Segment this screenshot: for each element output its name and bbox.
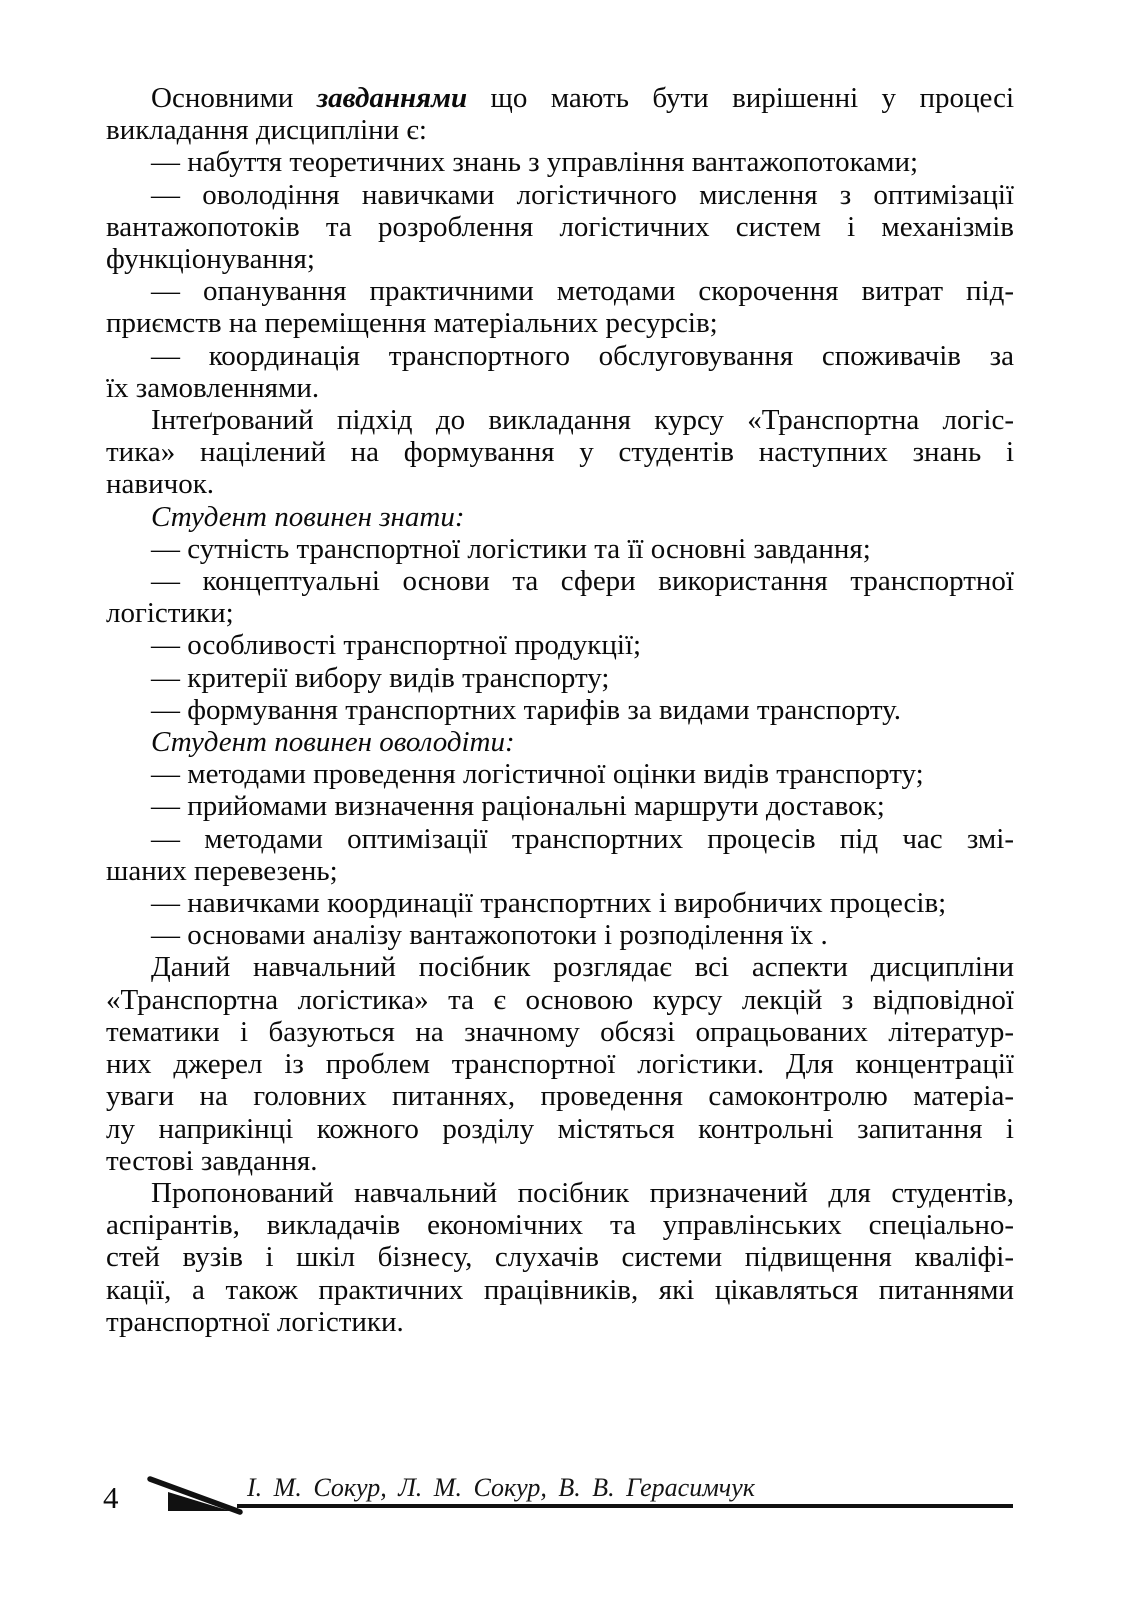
text-line [106,1016,1014,1048]
text-line [106,597,1014,629]
text-segment: — критерії вибору видів транспорту; [151,661,610,694]
paragraph [106,694,1014,726]
paragraph [106,823,1014,887]
text-segment: — особливості транспортної продукції; [151,629,642,662]
text-segment: тестові завдання. [106,1144,318,1177]
text-segment: — навичками координації транспортних і виробничих процесів; [151,887,947,920]
text-segment: тематики і базуються на значному обсязі опрацьованих літератур- [106,1015,1014,1048]
text-line [106,790,1014,822]
text-segment: — методами оптимізації транспортних процесів під час змі- [151,822,1014,855]
text-line [106,1306,1014,1338]
text-line [106,1209,1014,1241]
text-line [106,1241,1014,1273]
paragraph [106,565,1014,629]
text-segment: приємств на переміщення матеріальних ресурсів; [106,307,718,340]
text-line [106,823,1014,855]
text-segment: аспірантів, викладачів економічних та управлінських спеціально- [106,1209,1014,1242]
text-segment: навичок. [106,468,215,501]
text-line [106,404,1014,436]
text-segment: — основами аналізу вантажопотоки і розподілення їх . [151,919,828,952]
page-number: 4 [103,1480,119,1515]
text-line [106,951,1014,983]
paragraph [106,179,1014,276]
text-line [106,243,1014,275]
text-line [106,565,1014,597]
text-segment: їх замовленнями. [106,371,320,404]
text-segment: — сутність транспортної логістики та її основні завдання; [151,532,871,565]
paragraph [106,533,1014,565]
paragraph [106,951,1014,1176]
text-segment: Даний навчальний посібник розглядає всі аспекти дисципліни [151,951,1014,984]
paragraph [106,1177,1014,1338]
text-segment: — прийомами визначення раціональні маршрути доставок; [151,790,885,823]
emphasis-bold-italic: завданнями [316,82,468,114]
text-segment: викладання дисципліни є: [106,114,427,147]
text-segment: — координація транспортного обслуговування споживачів за [151,339,1014,372]
text-line [106,726,1014,758]
text-segment: них джерел із проблем транспортної логістики. Для концентрації [106,1048,1014,1081]
paragraph [106,758,1014,790]
text-segment: — набуття теоретичних знань з управління вантажопотоками; [151,146,919,179]
paragraph [106,919,1014,951]
paragraph [106,82,1014,146]
text-segment: — методами проведення логістичної оцінки видів транспорту; [151,758,924,791]
footer-arrow-icon [138,1460,248,1516]
text-line [106,436,1014,468]
text-line [106,114,1014,146]
paragraph [106,662,1014,694]
text-line [106,887,1014,919]
text-segment: що мають бути вирішенні у процесі [467,82,1015,114]
text-segment: «Транспортна логістика» та є основою курсу лекцій з відповідної [106,983,1014,1016]
paragraph [106,887,1014,919]
paragraph [106,340,1014,404]
text-line [106,1113,1014,1145]
footer-rule [237,1504,1013,1508]
paragraph [106,726,1014,758]
text-line [106,146,1014,178]
text-segment: Пропонований навчальний посібник призначений для студентів, [151,1176,1014,1209]
paragraph [106,790,1014,822]
text-line [106,694,1014,726]
text-line [106,501,1014,533]
text-line [106,1274,1014,1306]
text-block [106,82,1014,1338]
text-line [106,275,1014,307]
text-line [106,855,1014,887]
text-line [106,533,1014,565]
text-segment: — формування транспортних тарифів за видами транспорту. [151,693,901,726]
paragraph [106,629,1014,661]
text-segment: — оволодіння навичками логістичного мислення з оптимізації [151,178,1014,211]
footer-authors: І. М. Сокур, Л. М. Сокур, В. В. Герасимчук [247,1473,755,1502]
text-segment: — опанування практичними методами скорочення витрат під- [151,275,1014,308]
text-line [106,1145,1014,1177]
text-segment: транспортної логістики. [106,1305,404,1338]
text-segment: тика» націлений на формування у студентів наступних знань і [106,436,1014,469]
text-segment: лу наприкінці кожного розділу містяться контрольні запитання і [106,1112,1014,1145]
text-line [106,307,1014,339]
text-line [106,468,1014,500]
text-line [106,1048,1014,1080]
text-segment: логістики; [106,597,234,630]
emphasis-italic: Студент повинен знати: [151,500,465,533]
text-line [106,629,1014,661]
text-line [106,919,1014,951]
paragraph [106,146,1014,178]
text-line [106,82,1014,114]
text-segment: — концептуальні основи та сфери використання транспортної [151,565,1014,598]
text-line [106,758,1014,790]
text-line [106,211,1014,243]
text-line [106,662,1014,694]
text-line [106,179,1014,211]
text-line [106,340,1014,372]
paragraph [106,275,1014,339]
text-segment: шаних перевезень; [106,854,338,887]
text-line [106,984,1014,1016]
text-segment: уваги на головних питаннях, проведення самоконтролю матеріа- [106,1080,1014,1113]
emphasis-italic: Студент повинен оволодіти: [151,726,515,759]
text-segment: Основними [151,82,317,114]
text-segment: кації, а також практичних працівників, які цікавляться питаннями [106,1273,1014,1306]
text-line [106,1177,1014,1209]
text-line [106,1080,1014,1112]
text-segment: Інтеґрований підхід до викладання курсу «Транспортна логіс- [151,404,1014,437]
text-segment: стей вузів і шкіл бізнесу, слухачів системи підвищення кваліфі- [106,1241,1014,1274]
text-segment: вантажопотоків та розроблення логістичних систем і механізмів [106,210,1014,243]
paragraph [106,501,1014,533]
text-line [106,372,1014,404]
text-segment: функціонування; [106,243,315,276]
paragraph [106,404,1014,501]
